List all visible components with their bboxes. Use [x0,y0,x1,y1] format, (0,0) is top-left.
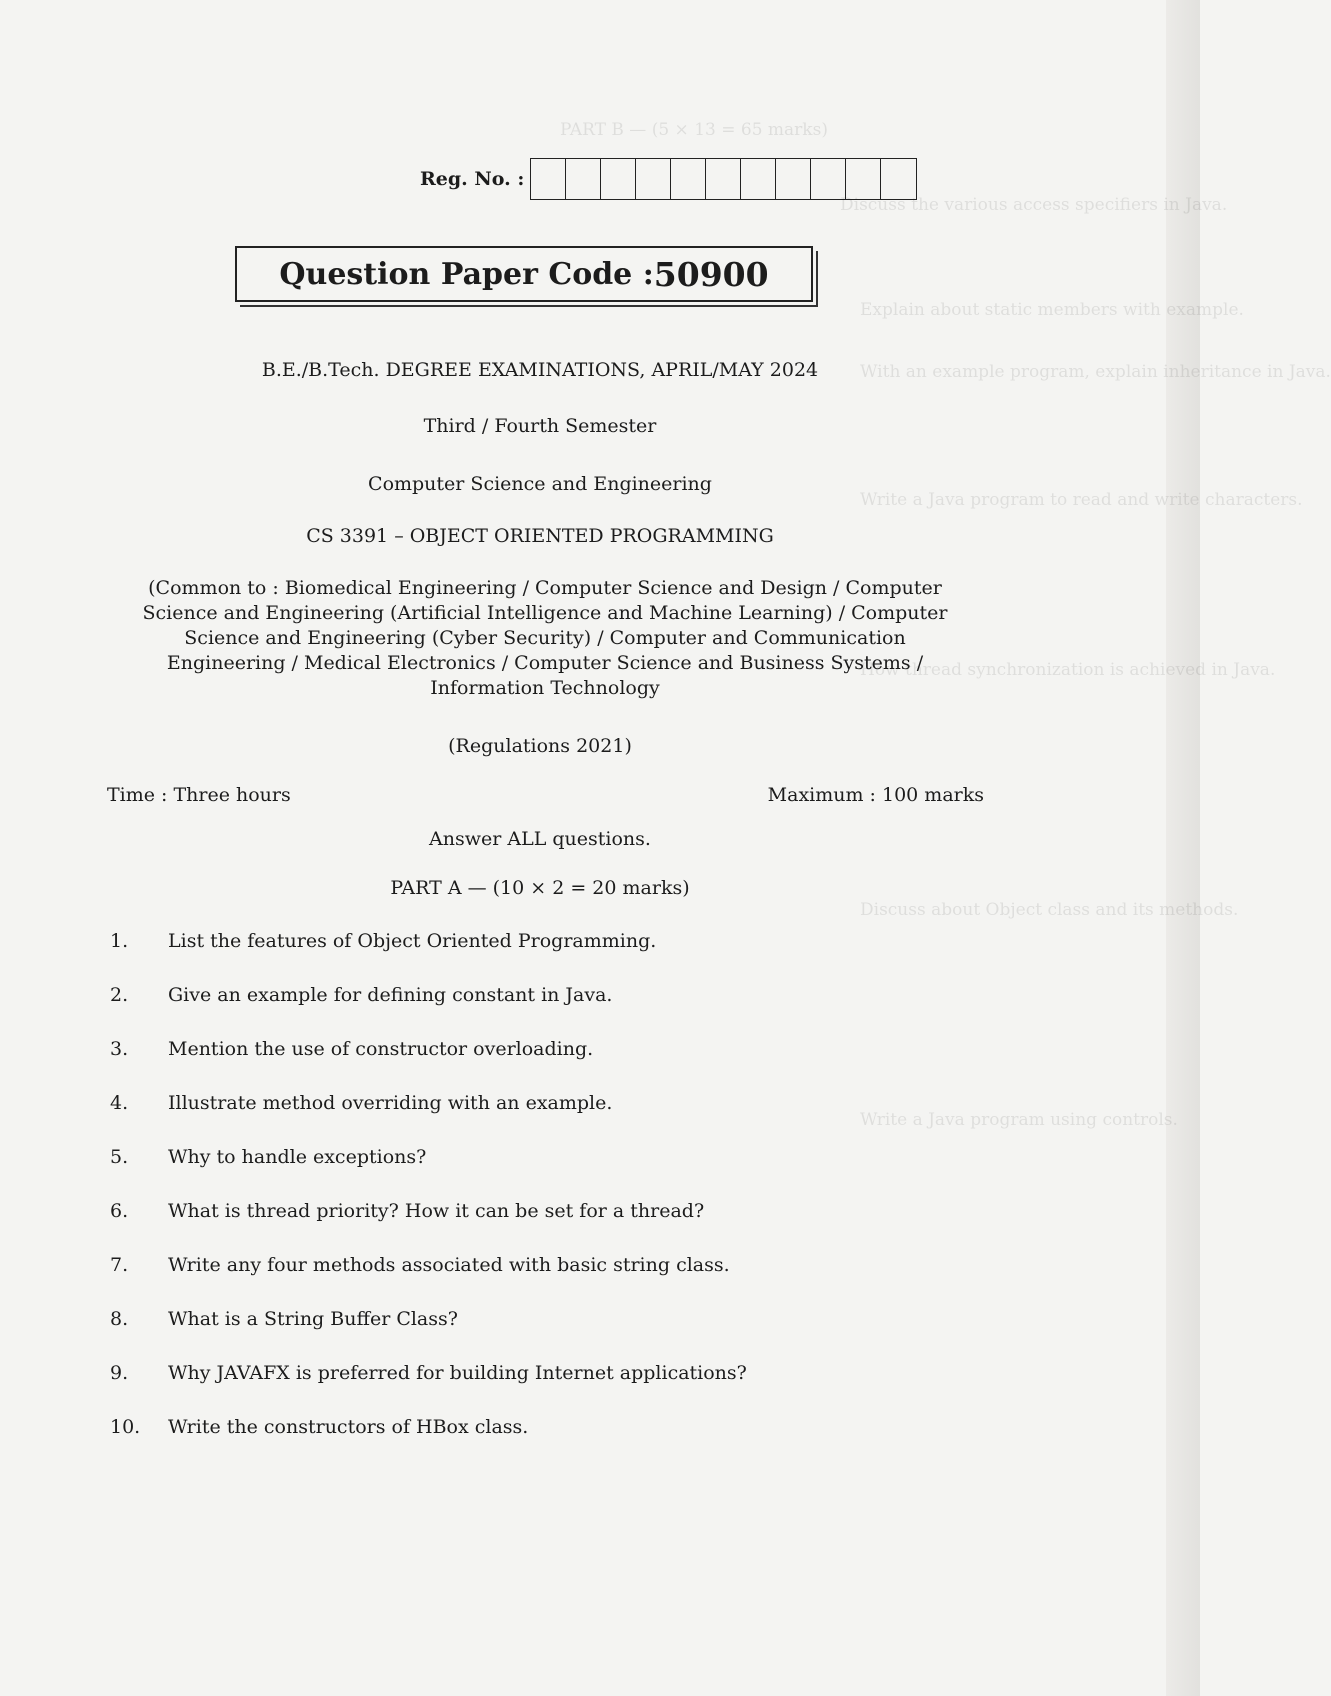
question-item [110,984,970,1038]
reg-box [811,159,846,199]
question-text: List the features of Object Oriented Programming. [168,930,657,952]
subject: CS 3391 – OBJECT ORIENTED PROGRAMMING [306,525,774,547]
common-to-line: Science and Engineering (Artificial Intelligence and Machine Learning) / Computer [142,602,948,624]
common-to-line: Engineering / Medical Electronics / Computer Science and Business Systems / [166,652,924,674]
reg-box [671,159,706,199]
common-to-line: (Common to : Biomedical Engineering / Computer Science and Design / Computer [148,577,942,599]
instruction: Answer ALL questions. [429,828,651,850]
reg-box [531,159,566,199]
reg-number-boxes [530,158,917,200]
question-item [110,1362,970,1416]
question-text: Why JAVAFX is preferred for building Internet applications? [168,1362,747,1384]
question-number: 4. [110,1092,129,1114]
time-marks-row [107,784,984,806]
question-text: Give an example for defining constant in Java. [168,984,613,1006]
part-heading: PART A — (10 × 2 = 20 marks) [390,877,690,899]
question-number: 5. [110,1146,129,1168]
reg-box [846,159,881,199]
code-label: Question Paper Code : [279,256,654,292]
time-allowed: Time : Three hours [107,784,291,806]
question-item [110,1092,970,1146]
question-item [110,1416,970,1470]
question-text: What is a String Buffer Class? [168,1308,458,1330]
reg-box [706,159,741,199]
question-text: Why to handle exceptions? [168,1146,427,1168]
semester: Third / Fourth Semester [423,415,657,437]
reg-box [636,159,671,199]
question-text: Mention the use of constructor overloading. [168,1038,594,1060]
reg-box [601,159,636,199]
question-text: Write the constructors of HBox class. [168,1416,529,1438]
department: Computer Science and Engineering [368,473,712,495]
exam-title: B.E./B.Tech. DEGREE EXAMINATIONS, APRIL/MAY 2024 [261,359,819,381]
question-item [110,1308,970,1362]
question-number: 9. [110,1362,129,1384]
reg-box [566,159,601,199]
question-number: 8. [110,1308,129,1330]
common-to-line: Information Technology [430,677,660,699]
question-number: 7. [110,1254,129,1276]
registration-number-row [420,158,917,200]
question-number: 3. [110,1038,129,1060]
regulations: (Regulations 2021) [448,735,632,757]
question-number: 1. [110,930,129,952]
question-item [110,1146,970,1200]
question-paper-code-box [235,246,813,302]
question-text: What is thread priority? How it can be set for a thread? [168,1200,705,1222]
question-number: 10. [110,1416,141,1438]
question-number: 6. [110,1200,129,1222]
question-item [110,930,970,984]
question-list [110,930,970,1470]
reg-box [776,159,811,199]
reg-box [881,159,916,199]
question-text: Illustrate method overriding with an example. [168,1092,613,1114]
reg-box [741,159,776,199]
question-item [110,1254,970,1308]
common-to-line: Science and Engineering (Cyber Security) / Computer and Communication [184,627,906,649]
page-edge [1166,0,1200,1696]
code-number: 50900 [653,254,769,294]
maximum-marks: Maximum : 100 marks [767,784,984,806]
question-number: 2. [110,984,129,1006]
reg-label: Reg. No. : [420,168,525,190]
question-item [110,1200,970,1254]
question-text: Write any four methods associated with basic string class. [168,1254,730,1276]
question-item [110,1038,970,1092]
